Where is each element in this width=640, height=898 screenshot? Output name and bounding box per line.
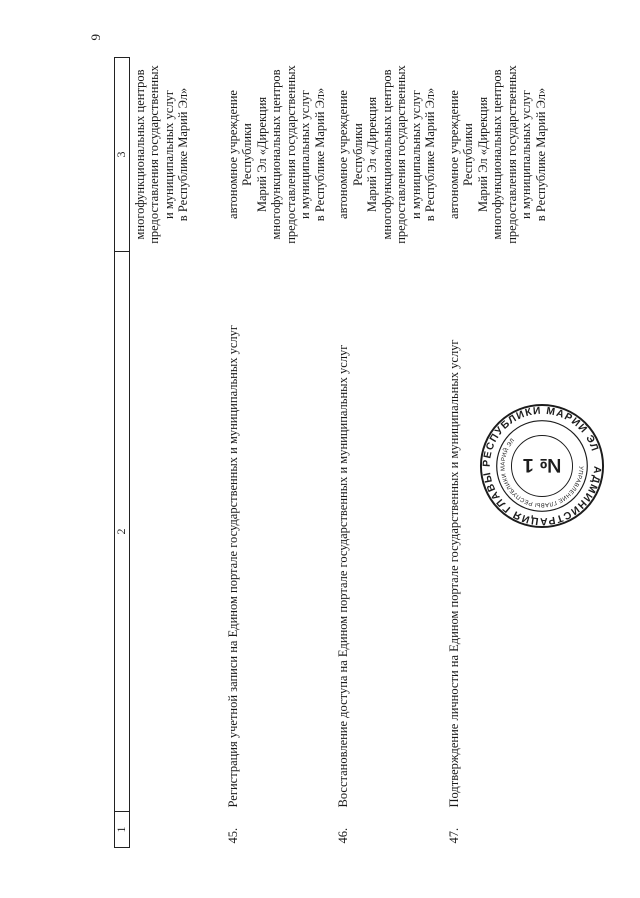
official-seal [478,402,606,530]
org-line: Марий Эл «Дирекция [475,96,490,213]
org-line: и муниципальных услуг [408,90,423,219]
table-row [333,58,444,848]
table-row-continued [129,58,223,848]
org-line: в Республике Марий Эл» [176,87,191,222]
org-line: предоставления государственных [283,65,298,244]
seal-inner-text: УПРАВЛЕНИЕ ГЛАВЫ РЕСПУБЛИКИ МАРИЙ ЭЛ [500,437,584,508]
org-line: в Республике Марий Эл» [423,87,438,222]
table-header-row [115,58,130,848]
service-name: Подтверждение личности на Едином портале государственных и муниципальных услуг [446,339,461,808]
row-number: 45. [225,827,240,844]
service-name: Восстановление доступа на Едином портале государственных и муниципальных услуг [336,344,351,808]
column-header-2: 2 [115,252,130,812]
service-name: Регистрация учетной записи на Едином портале государственных и муниципальных услуг [225,324,240,808]
org-line: многофункциональных центров [132,69,147,240]
continued-service-cell [129,252,223,812]
org-line: Марий Эл «Дирекция [365,96,380,213]
org-line: в Республике Марий Эл» [533,87,548,222]
org-line: предоставления государственных [147,65,162,244]
org-line: предоставления государственных [394,65,409,244]
continued-org-cell [129,58,223,252]
org-line: автономное учреждение Республики [446,90,476,219]
org-line: Марий Эл «Дирекция [254,96,269,213]
org-line: предоставления государственных [504,65,519,244]
page-number: 9 [88,34,103,41]
org-line: автономное учреждение Республики [336,90,365,219]
row-number: 47. [446,827,461,844]
org-line: в Республике Марий Эл» [312,87,327,222]
table-row [223,58,334,848]
org-line: многофункциональных центров [379,69,394,240]
seal-outer-text: АДМИНИСТРАЦИЯ ГЛАВЫ РЕСПУБЛИКИ МАРИЙ ЭЛ [481,405,603,527]
org-line: и муниципальных услуг [161,90,176,219]
org-line: многофункциональных центров [490,69,505,240]
organization-cell [333,58,444,252]
org-line: автономное учреждение Республики [225,90,255,219]
seal-number: № 1 [522,454,562,477]
column-header-1: 1 [115,812,130,848]
org-line: и муниципальных услуг [298,90,313,219]
column-header-3: 3 [115,58,130,252]
organization-cell [223,58,334,252]
org-line: многофункциональных центров [269,69,284,240]
organization-cell [444,58,555,252]
continued-num-cell [129,812,223,848]
org-line: и муниципальных услуг [519,90,534,219]
row-number: 46. [336,827,351,844]
